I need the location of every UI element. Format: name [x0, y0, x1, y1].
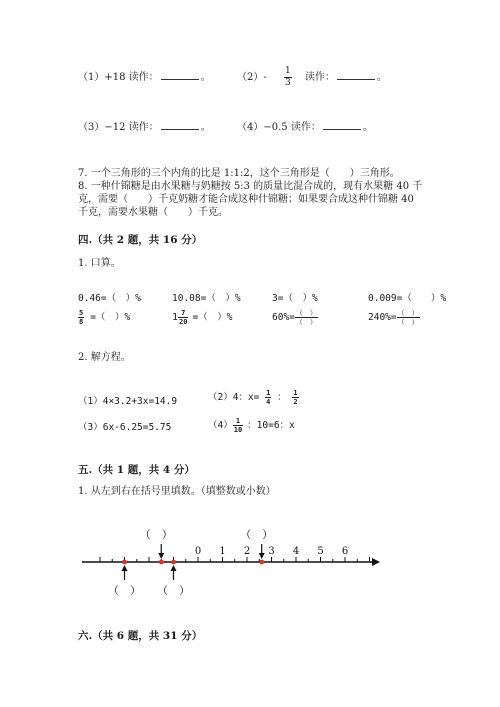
fraction-numerator: 1: [293, 389, 298, 397]
tick-label: 5: [317, 546, 324, 557]
section-6-title: 六.（共 6 题，共 31 分）: [78, 630, 203, 642]
tick-label: 6: [341, 546, 349, 557]
axis-arrow-icon: [372, 558, 380, 566]
fraction: [397, 309, 420, 326]
answer-blank[interactable]: [323, 120, 361, 130]
oral-calc-7-head: 60%=: [272, 312, 295, 323]
fraction-numerator: 1: [266, 389, 271, 397]
fraction-denominator: （ ）: [397, 318, 419, 326]
equation-2-colon: ：: [277, 392, 287, 403]
section-4-title: 四.（共 2 题，共 16 分）: [78, 234, 203, 246]
equation-title: 2. 解方程。: [78, 352, 131, 363]
oral-calc-8-head: 240%=: [368, 312, 397, 323]
equation-2-head: （2）4：x=: [208, 392, 260, 403]
fraction-denominator: 4: [266, 398, 271, 406]
fraction: [78, 309, 84, 326]
answer-blank[interactable]: [337, 70, 375, 80]
fraction-denominator: 8: [79, 318, 84, 326]
reading-item-1: [78, 70, 211, 84]
fraction: [295, 309, 318, 326]
marked-point: [259, 560, 264, 565]
question-8-line-2: 克，需要（ ）千克奶糖才能合成这种什锦糖；如果要合成这种什锦糖 40: [78, 194, 414, 205]
equation-3: （3）6x-6.25=5.75: [78, 422, 172, 433]
fraction-denominator: 10: [233, 426, 243, 434]
down-arrowhead-icon: [259, 553, 265, 559]
fraction: [178, 309, 188, 326]
question-8-line-3: 千克，需要水果糖（ ）千克。: [78, 207, 228, 218]
tick-label: 4: [292, 546, 300, 557]
marked-point: [171, 560, 176, 565]
fraction: [233, 417, 243, 434]
tick-label: 0: [194, 546, 202, 557]
oral-calc-5-tail: =（ ）%: [90, 312, 131, 323]
oral-calc-2: 10.08=（ ）%: [172, 293, 241, 304]
fraction-denominator: （ ）: [295, 318, 317, 326]
answer-paren[interactable]: （ ）: [139, 528, 173, 541]
marked-point: [122, 560, 127, 565]
up-arrowhead-icon: [122, 565, 128, 571]
equation-4: [208, 417, 295, 434]
oral-calc-8: [368, 309, 420, 326]
reading-item-4: [237, 120, 373, 134]
section-5-prompt: 1. 从左到右在括号里填数。（填整数或小数）: [78, 486, 276, 497]
reading-item-3-end: 。: [200, 122, 211, 133]
oral-calc-4: 0.009=（ ）%: [368, 293, 447, 304]
mixed-number-integer: 1: [172, 312, 179, 323]
fraction-denominator: 2: [293, 398, 298, 406]
fraction-numerator: （ ）: [295, 309, 317, 317]
fraction-denominator: 3: [284, 78, 291, 88]
reading-item-2-end: 。: [376, 72, 387, 83]
reading-item-2-label: （2）-: [237, 72, 267, 83]
fraction: [284, 66, 292, 89]
question-8-line-1: 8. 一种什锦糖是由水果糖与奶糖按 5:3 的质量比混合成的，现有水果糖 40 千: [78, 181, 423, 192]
equation-4-head: （4）: [208, 420, 233, 431]
reading-item-2: [237, 66, 387, 89]
oral-calc-7: [272, 309, 318, 326]
reading-item-1-label: （1）+18 读作：: [78, 72, 159, 83]
reading-item-3-label: （3）−12 读作：: [78, 122, 159, 133]
number-line: [70, 520, 390, 600]
equation-4-tail: ：10=6：x: [247, 420, 295, 431]
number-line-ticks: [100, 546, 370, 562]
fraction-numerator: 1: [233, 417, 243, 426]
tick-label: 3: [268, 546, 275, 557]
section-5-title: 五.（共 1 题，共 4 分）: [78, 464, 195, 476]
answer-blank[interactable]: [161, 70, 199, 80]
fraction-numerator: 5: [79, 309, 84, 317]
reading-item-4-end: 。: [362, 122, 373, 133]
marked-point: [159, 560, 164, 565]
fraction-numerator: 1: [284, 66, 291, 76]
oral-calc-6: [172, 309, 232, 326]
equation-1: （1）4×3.2+3x=14.9: [78, 396, 178, 407]
tick-label: 2: [243, 546, 251, 557]
oral-calc-5: [78, 309, 130, 326]
fraction-denominator: 20: [179, 318, 188, 326]
oral-calc-6-tail: =（ ）%: [192, 312, 233, 323]
answer-blank[interactable]: [161, 120, 199, 130]
fraction-numerator: 7: [178, 309, 188, 318]
down-arrowhead-icon: [158, 553, 164, 559]
answer-paren[interactable]: （ ）: [108, 584, 141, 597]
reading-item-1-end: 。: [200, 72, 211, 83]
reading-item-3: [78, 120, 211, 134]
fraction: [292, 389, 298, 406]
equation-2: [208, 389, 299, 406]
up-arrowhead-icon: [171, 565, 177, 571]
answer-paren[interactable]: （ ）: [240, 528, 274, 541]
oral-calc-title: 1. 口算。: [78, 258, 121, 269]
fraction: [265, 389, 271, 406]
answer-paren[interactable]: （ ）: [157, 584, 190, 597]
reading-item-2-tail: 读作：: [304, 72, 335, 83]
oral-calc-1: 0.46=（ ）%: [78, 293, 141, 304]
tick-label: 1: [219, 546, 226, 557]
fraction-numerator: （ ）: [397, 309, 419, 317]
question-7: 7. 一个三角形的三个内角的比是 1:1:2，这个三角形是（ ）三角形。: [78, 168, 400, 179]
reading-item-4-label: （4）−0.5 读作：: [237, 122, 321, 133]
oral-calc-3: 3=（ ）%: [272, 293, 318, 304]
